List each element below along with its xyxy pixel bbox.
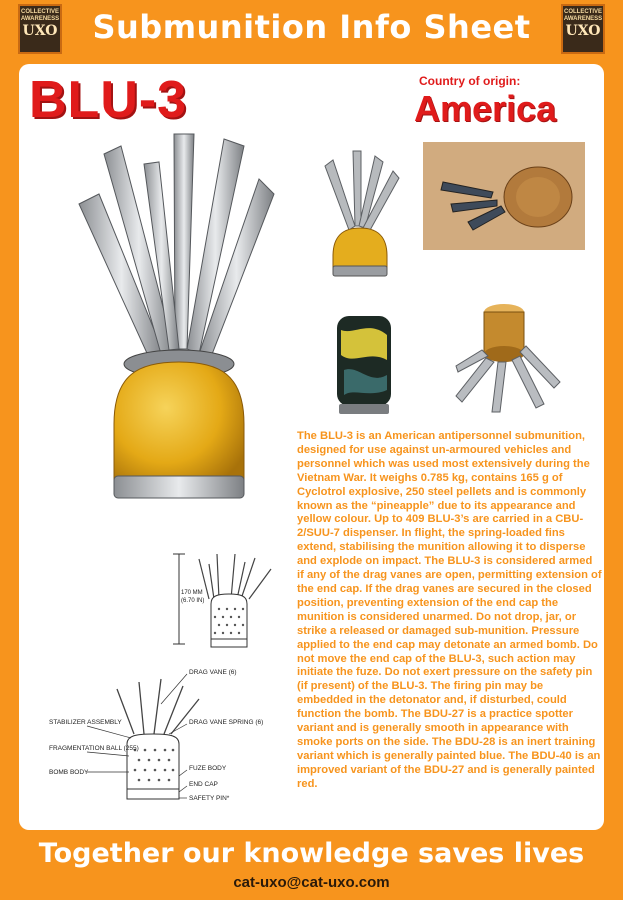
label-drag-vane-spring: DRAG VANE SPRING (6)	[189, 719, 264, 726]
label-safety-pin: SAFETY PIN*	[189, 795, 230, 802]
technical-drawing-labeled	[49, 664, 289, 814]
label-drag-vane: DRAG VANE (6)	[189, 669, 237, 676]
main-munition-photo	[59, 124, 299, 514]
logo-text-2: AWARENESS	[563, 16, 603, 22]
logo-text-2: AWARENESS	[20, 16, 60, 22]
label-stabilizer-assembly: STABILIZER ASSEMBLY	[49, 719, 122, 726]
origin-country: America	[414, 88, 557, 129]
description-text: The BLU-3 is an American antipersonnel submunition, designed for use against un-armoured vehicles and personnel which was used most extensively during the Vietnam War. It weighs 0.785 kg, contains 165 g of Cyclotrol explosive, 250 steel pellets and is commonly known as the “pineapple” due to its appearance and yellow colour. Up to 409 BLU-3’s are carried in a CBU-2/SUU-7 dispenser. In flight, the spring-loaded fins extend, stabilising the munition allowing it to disperse and explode on impact. The BLU-3 is considered armed if any of the drag vanes are open, permitting extension of the end cap. If the drag vanes are secured in the closed position, preventing extension of the end cap the munition is considered unarmed. Do not drop, jar, or strike a released or damaged sub-munition. Pressure applied to the end cap may detonate an armed bomb. Do not move the end cap of the BLU-3, such action may initiate the fuze. Do not exert pressure on the safety pin (if present) of the BLU-3. The firing pin may be embedded in the detonator and, if disturbed, could function the bomb. The BDU-27 is a practice spotter variant and is generally smooth in appearance with smoke ports on the side. The BDU-28 is an inert training variant which is generally painted blue. The BDU-40 is an improved variant of the BDU-27 and is generally painted red.	[297, 430, 602, 790]
info-panel	[19, 64, 604, 830]
photo-munition-inverted	[454, 292, 564, 420]
logo-text-3: UXO	[565, 23, 601, 39]
munition-name: BLU-3	[29, 71, 188, 129]
label-end-cap: END CAP	[189, 781, 218, 788]
label-fragmentation-ball: FRAGMENTATION BALL (255)	[49, 745, 139, 752]
logo-text-1: COLLECTIVE	[563, 9, 602, 15]
origin-label: Country of origin:	[419, 74, 521, 88]
photo-munition-painted	[329, 310, 399, 418]
dimension-mm: 170 MM	[181, 590, 203, 596]
label-bomb-body: BOMB BODY	[49, 769, 89, 776]
photo-munition-in-field	[423, 142, 585, 250]
logo-text-1: COLLECTIVE	[20, 9, 59, 15]
contact-email[interactable]: cat-uxo@cat-uxo.com	[233, 874, 390, 891]
logo-text-3: UXO	[22, 23, 58, 39]
dimension-in: (6.70 IN)	[181, 598, 205, 604]
technical-drawing-upper	[159, 544, 289, 664]
photo-munition-deployed	[315, 146, 405, 286]
label-fuze-body: FUZE BODY	[189, 765, 227, 772]
page-title: Submunition Info Sheet	[92, 8, 531, 46]
footer-tagline: Together our knowledge saves lives	[38, 838, 585, 869]
